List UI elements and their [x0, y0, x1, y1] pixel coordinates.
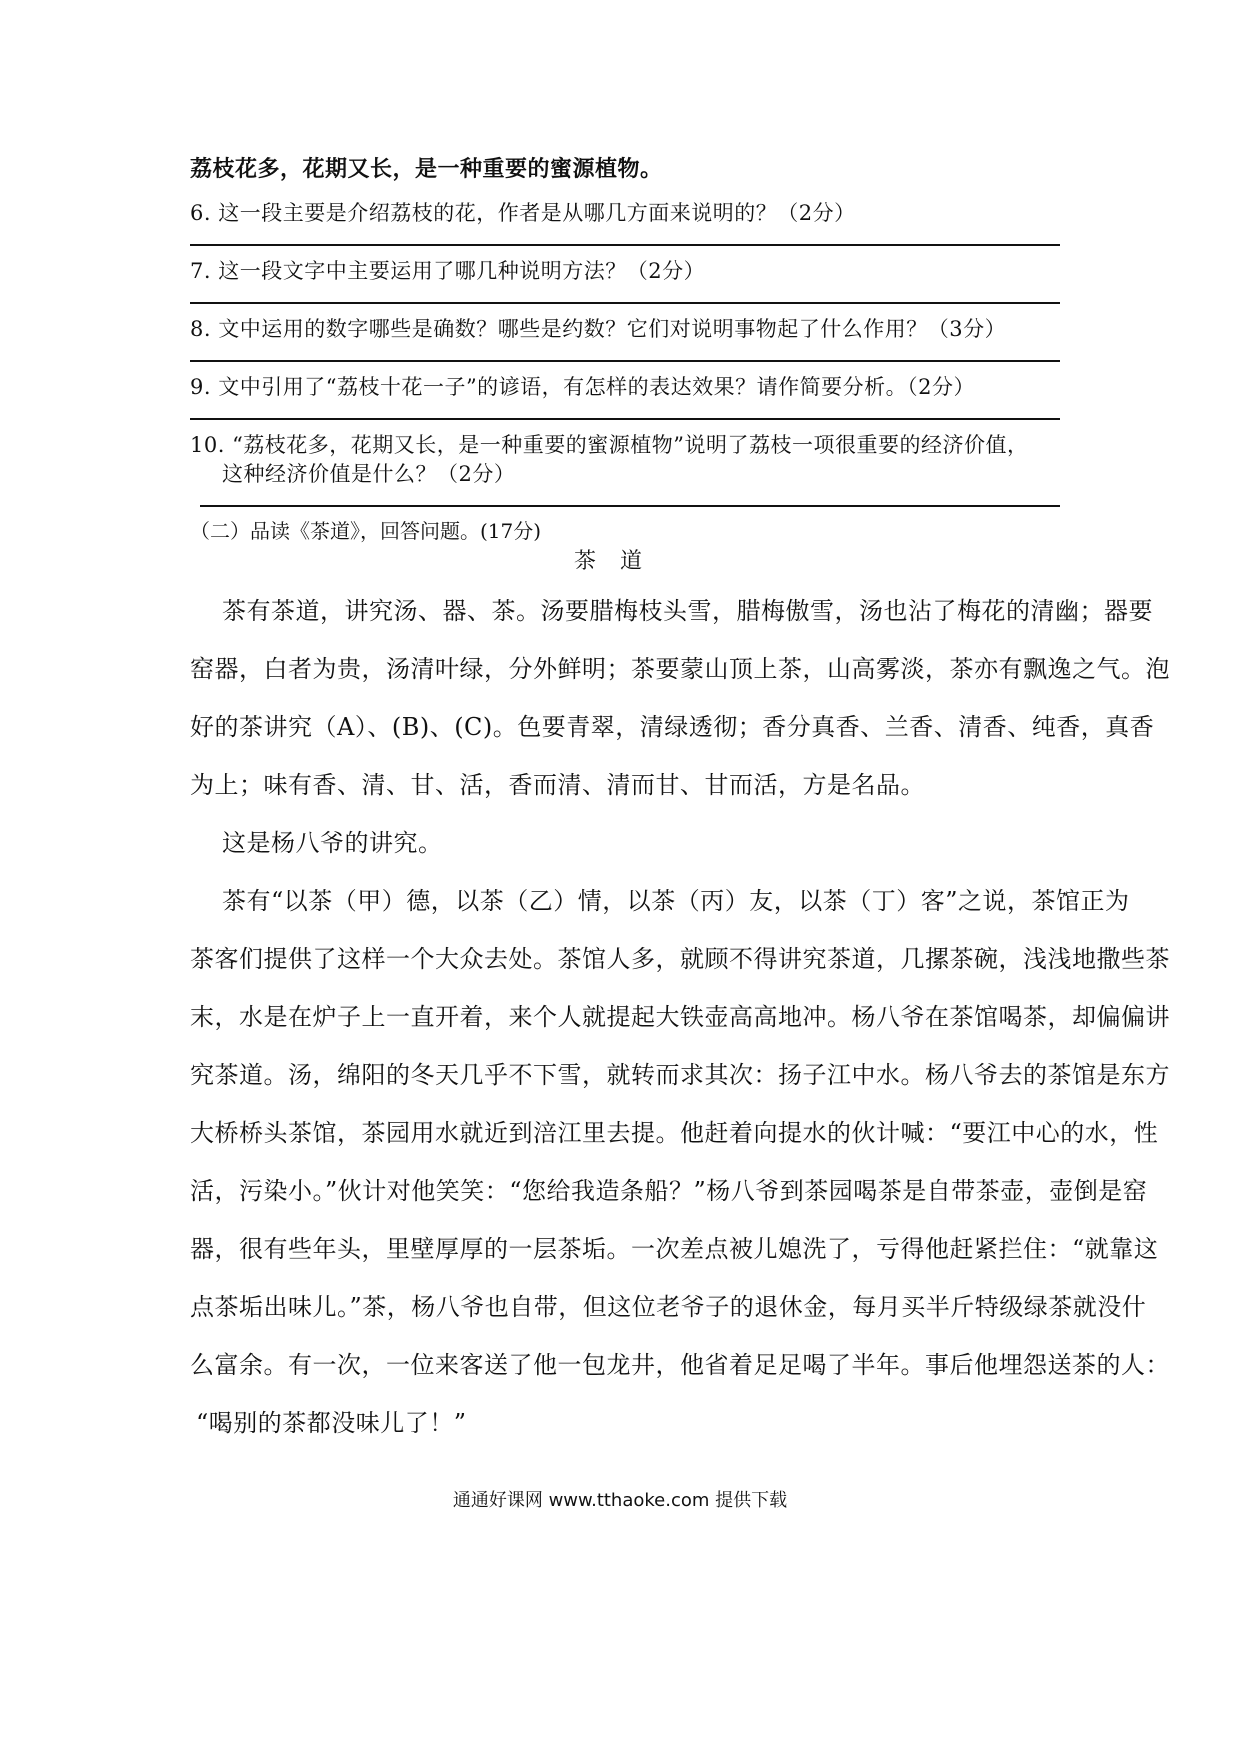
- passage-line-11: 活，污染小。”伙计对他笑笑：“您给我造条船？”杨八爷到茶园喝茶是自带茶壶，壶倒是窑: [190, 1177, 1148, 1205]
- passage-title: 茶道: [573, 549, 666, 574]
- passage-line-4: 为上；味有香、清、甘、活，香而清、清而甘、甘而活，方是名品。: [190, 771, 925, 799]
- passage-line-14: 么富余。有一次，一位来客送了他一包龙井，他省着足足喝了半年。事后他埋怨送茶的人：: [190, 1351, 1170, 1379]
- passage-line-9: 究茶道。汤，绵阳的冬天几乎不下雪，就转而求其次：扬子江中水。杨八爷去的茶馆是东方: [190, 1061, 1170, 1089]
- question-9: 9. 文中引用了“荔枝十花一子”的谚语，有怎样的表达效果？请作简要分析。（2分）: [190, 375, 976, 399]
- question-6: 6. 这一段主要是介绍荔枝的花，作者是从哪几方面来说明的？（2分）: [190, 201, 856, 225]
- answer-line-9[interactable]: [190, 418, 1060, 420]
- section-2-heading: （二）品读《茶道》，回答问题。(17分): [190, 519, 542, 543]
- question-10-line-2: 这种经济价值是什么？（2分）: [222, 462, 516, 486]
- question-7: 7. 这一段文字中主要运用了哪几种说明方法？（2分）: [190, 259, 706, 283]
- answer-line-10[interactable]: [200, 505, 1060, 507]
- passage-line-5: 这是杨八爷的讲究。: [222, 829, 443, 857]
- passage-line-10: 大桥桥头茶馆，茶园用水就近到涪江里去提。他赶着向提水的伙计喊：“要江中心的水，性: [190, 1119, 1159, 1147]
- top-line: 荔枝花多，花期又长，是一种重要的蜜源植物。: [190, 156, 663, 182]
- passage-line-13: 点茶垢出味儿。”茶，杨八爷也自带，但这位老爷子的退休金，每月买半斤特级绿茶就没什: [190, 1293, 1147, 1321]
- passage-line-7: 茶客们提供了这样一个大众去处。茶馆人多，就顾不得讲究茶道，几摞茶碗，浅浅地撒些茶: [190, 945, 1170, 973]
- question-10-line-1: 10. “荔枝花多，花期又长，是一种重要的蜜源植物”说明了荔枝一项很重要的经济价值，: [190, 433, 1029, 457]
- answer-line-6[interactable]: [190, 244, 1060, 246]
- footer-download-note: 通通好课网 www.tthaoke.com 提供下载: [452, 1490, 788, 1511]
- passage-line-6: 茶有“以茶（甲）德，以茶（乙）情，以茶（丙）友，以茶（丁）客”之说，茶馆正为: [222, 887, 1130, 915]
- question-8: 8. 文中运用的数字哪些是确数？哪些是约数？它们对说明事物起了什么作用？（3分）: [190, 317, 1007, 341]
- passage-line-15: “喝别的茶都没味儿了！”: [196, 1409, 467, 1437]
- passage-line-1: 茶有茶道，讲究汤、器、茶。汤要腊梅枝头雪，腊梅傲雪，汤也沾了梅花的清幽；器要: [222, 597, 1153, 625]
- passage-line-3: 好的茶讲究（A）、(B)、(C)。色要青翠，清绿透彻；香分真香、兰香、清香、纯香，真香: [190, 713, 1155, 741]
- answer-line-8[interactable]: [190, 360, 1060, 362]
- answer-line-7[interactable]: [190, 302, 1060, 304]
- passage-line-2: 窑器，白者为贵，汤清叶绿，分外鲜明；茶要蒙山顶上茶，山高雾淡，茶亦有飘逸之气。泡: [190, 655, 1170, 683]
- passage-line-8: 末，水是在炉子上一直开着，来个人就提起大铁壶高高地冲。杨八爷在茶馆喝茶，却偏偏讲: [190, 1003, 1170, 1031]
- passage-line-12: 器，很有些年头，里壁厚厚的一层茶垢。一次差点被儿媳洗了，亏得他赶紧拦住：“就靠这: [190, 1235, 1159, 1263]
